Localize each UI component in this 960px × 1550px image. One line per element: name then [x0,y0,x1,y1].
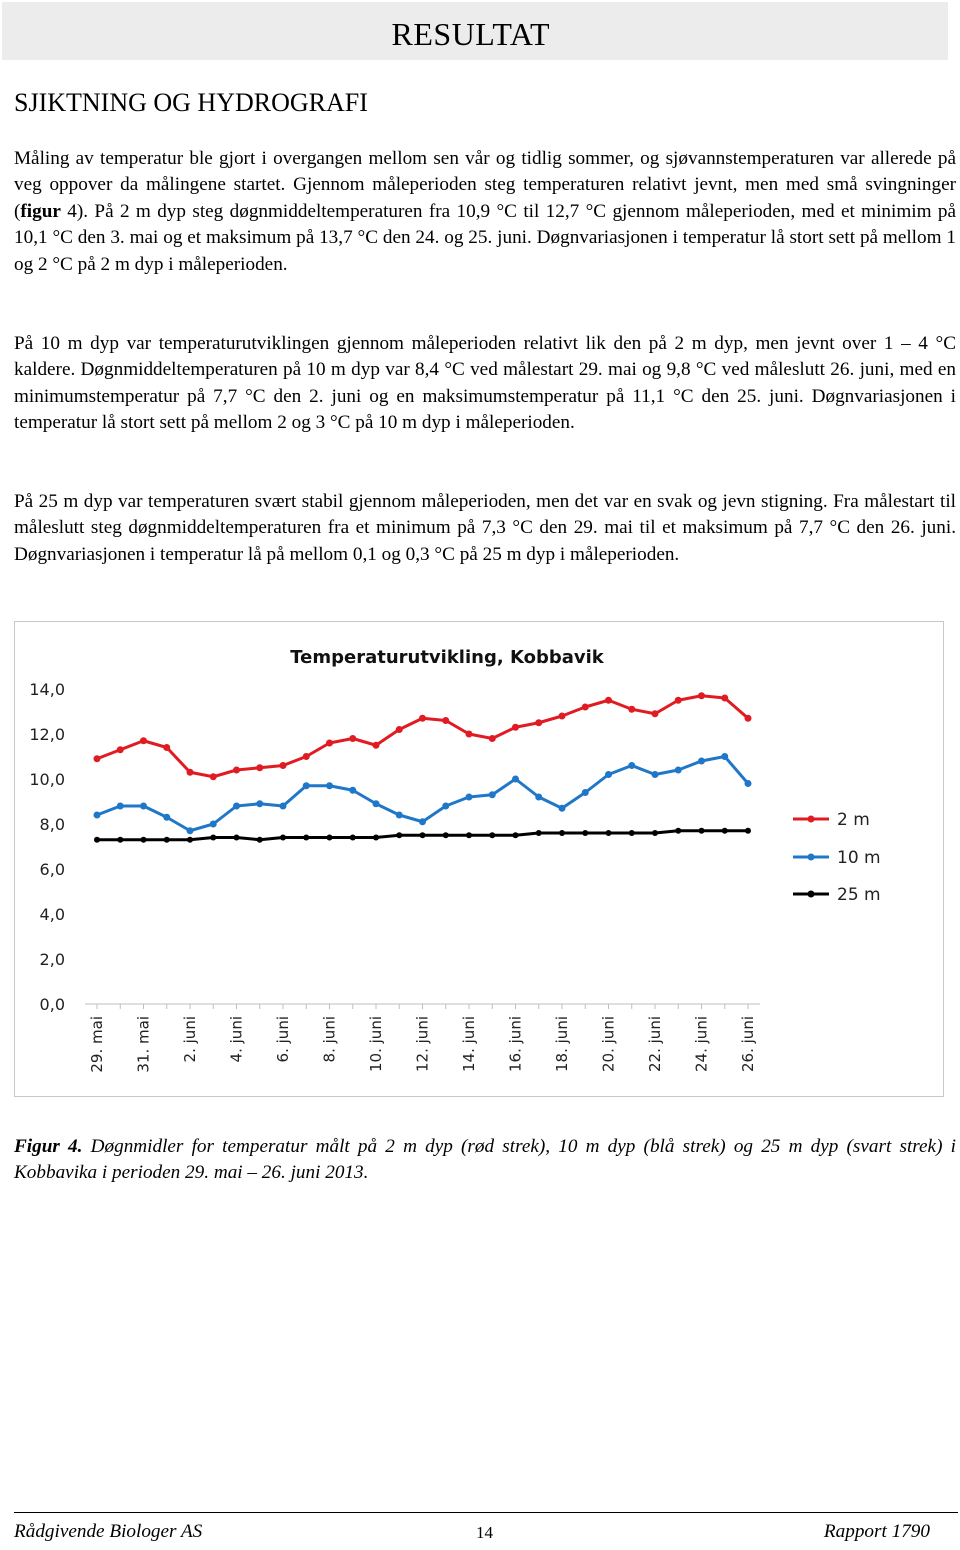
data-point-2 [675,828,681,834]
x-tick-label: 20. juni [599,1016,618,1072]
data-point-0 [652,710,659,717]
x-tick-label: 24. juni [692,1016,711,1072]
paragraph-2: På 10 m dyp var temperaturutviklingen gjennom måleperioden relativt lik den på 2 m dyp, men jevnt over 1 – 4 °C kaldere. Døgnmiddeltemperaturen på 10 m dyp var 8,4 °C ved målestart 29. mai og 9,8 °C ved måleslutt 26. juni, med en minimumstemperatur på 7,7 °C den 2. juni og en maksimumstemperatur på 11,1 °C den 25. juni. Døgnvariasjonen i temperatur lå stort sett på mellom 2 og 3 °C på 10 m dyp i måleperioden. [14,333,956,434]
x-tick-label: 6. juni [274,1016,292,1063]
data-point-0 [163,744,170,751]
data-point-0 [419,715,426,722]
footer-company: Rådgivende Biologer AS [14,1521,203,1542]
data-point-0 [466,731,473,738]
y-tick-label: 6,0 [39,860,65,879]
data-point-1 [256,800,263,807]
data-point-0 [373,742,380,749]
x-tick-label: 10. juni [367,1016,385,1072]
data-point-2 [164,837,170,843]
data-point-1 [605,771,612,778]
data-point-0 [442,717,449,724]
data-point-1 [396,812,403,819]
paragraph-3: På 25 m dyp var temperaturen svært stabil gjennom måleperioden, men det var en svak og jevn stigning. Fra målestart til måleslutt steg døgnmiddeltemperaturen fra et minimum på 7,3 °C den 29. mai til et maksimum på 7,7 °C den 26. juni. Døgnvariasjonen i temperatur lå på mellom 0,1 og 0,3 °C på 25 m dyp i måleperioden. [14,491,956,565]
paragraph-1 [14,146,956,278]
x-tick-label: 8. juni [320,1016,339,1063]
y-axis [29,680,65,1014]
data-point-0 [675,697,682,704]
series-layer [94,692,752,843]
legend-label-2: 25 m [837,885,881,905]
data-point-0 [280,762,287,769]
data-point-1 [280,803,287,810]
data-point-1 [698,758,705,765]
legend-marker-2 [808,891,815,898]
legend-marker-1 [808,854,815,861]
data-point-1 [349,787,356,794]
data-point-1 [94,812,101,819]
x-tick-label: 14. juni [460,1016,478,1072]
legend-label-0: 2 m [837,810,870,830]
legend-label-1: 10 m [837,848,881,868]
data-point-1 [163,814,170,821]
data-point-0 [535,719,542,726]
data-point-2 [536,830,542,836]
paragraph-1-start: Måling av temperatur ble gjort i overgangen mellom sen vår og tidlig sommer, og sjøvannstemperaturen var allerede på veg oppover da målingene startet. Gjennom måleperioden steg temperaturen relativt jevnt, men med små svingninger ( [14,148,956,222]
data-point-2 [489,832,495,838]
footer-report-number: Rapport 1790 [823,1521,930,1542]
data-point-1 [140,803,147,810]
y-tick-label: 8,0 [39,815,65,834]
y-tick-label: 12,0 [29,725,65,744]
x-tick-label: 22. juni [646,1016,664,1072]
data-point-1 [489,791,496,798]
figure-caption [14,1134,956,1187]
data-point-2 [117,837,123,843]
y-tick-label: 4,0 [39,905,65,924]
data-point-2 [373,835,379,841]
data-point-2 [745,828,751,834]
data-point-1 [628,762,635,769]
paragraph-1-end: 4). På 2 m dyp steg døgnmiddeltemperaturen fra 10,9 °C til 12,7 °C gjennom måleperioden, med et minimim på 10,1 °C den 3. mai og et maksimum på 13,7 °C den 24. og 25. juni. Døgnvariasjonen i temperatur lå stort sett på mellom 1 og 2 °C på 2 m dyp i måleperioden. [14,200,956,275]
data-point-2 [699,828,705,834]
data-point-0 [117,746,124,753]
data-point-2 [210,835,216,841]
legend-marker-0 [808,816,815,823]
section-heading: SJIKTNING OG HYDROGRAFI [14,88,368,117]
data-point-0 [210,773,217,780]
data-point-0 [489,735,496,742]
x-tick-label: 31. mai [134,1016,153,1073]
chart-title: Temperaturutvikling, Kobbavik [290,647,604,668]
x-tick-label: 18. juni [553,1016,571,1072]
data-point-2 [234,835,240,841]
caption-label: Figur 4. [14,1136,83,1157]
data-point-2 [187,837,193,843]
data-point-1 [373,800,380,807]
header-band [2,2,948,60]
data-point-0 [396,726,403,733]
data-point-1 [210,821,217,828]
data-point-0 [303,753,310,760]
data-point-0 [582,704,589,711]
data-point-0 [559,713,566,720]
data-point-1 [326,782,333,789]
data-point-2 [396,832,402,838]
data-point-0 [326,740,333,747]
data-point-1 [675,767,682,774]
figure-reference: figur [20,200,61,222]
data-point-2 [513,832,519,838]
data-point-1 [466,794,473,801]
data-point-2 [141,837,147,843]
temperature-chart [14,621,944,1097]
data-point-1 [535,794,542,801]
data-point-2 [606,830,612,836]
data-point-2 [722,828,728,834]
data-point-0 [233,767,240,774]
series-line-0 [97,696,748,777]
y-tick-label: 14,0 [29,680,65,699]
data-point-2 [420,832,426,838]
x-axis [85,1004,760,1073]
data-point-0 [721,695,728,702]
data-point-1 [233,803,240,810]
data-point-1 [721,753,728,760]
data-point-0 [94,755,101,762]
data-point-0 [256,764,263,771]
x-tick-label: 26. juni [739,1016,757,1072]
y-tick-label: 0,0 [39,995,65,1014]
data-point-1 [442,803,449,810]
data-point-0 [512,724,519,731]
data-point-2 [350,835,356,841]
data-point-2 [559,830,565,836]
caption-text: Døgnmidler for temperatur målt på 2 m dyp (rød strek), 10 m dyp (blå strek) og 25 m dyp (svart strek) i Kobbavika i perioden 29. mai – 26. juni 2013. [14,1136,956,1184]
legend [793,810,881,905]
data-point-1 [187,827,194,834]
data-point-1 [582,789,589,796]
data-point-2 [327,835,333,841]
data-point-0 [349,735,356,742]
data-point-2 [94,837,100,843]
data-point-1 [512,776,519,783]
data-point-1 [117,803,124,810]
data-point-1 [303,782,310,789]
data-point-0 [140,737,147,744]
data-point-0 [605,697,612,704]
data-point-2 [443,832,449,838]
x-tick-label: 2. juni [181,1016,199,1063]
data-point-2 [629,830,635,836]
data-point-1 [559,805,566,812]
data-point-0 [698,692,705,699]
y-tick-label: 10,0 [29,770,65,789]
chart-svg [15,622,943,1096]
page-number: 14 [476,1523,493,1542]
data-point-2 [652,830,658,836]
x-tick-label: 12. juni [413,1016,432,1072]
data-point-2 [257,837,263,843]
x-tick-label: 4. juni [227,1016,246,1063]
data-point-2 [303,835,309,841]
data-point-0 [628,706,635,713]
page-title: RESULTAT [391,16,550,52]
data-point-2 [466,832,472,838]
footer-rule [14,1512,958,1513]
y-tick-label: 2,0 [39,950,65,969]
data-point-1 [419,818,426,825]
data-point-2 [582,830,588,836]
data-point-0 [745,715,752,722]
data-point-1 [652,771,659,778]
data-point-2 [280,835,286,841]
data-point-1 [745,780,752,787]
data-point-0 [187,769,194,776]
x-tick-label: 16. juni [506,1016,525,1072]
x-tick-label: 29. mai [88,1016,106,1073]
